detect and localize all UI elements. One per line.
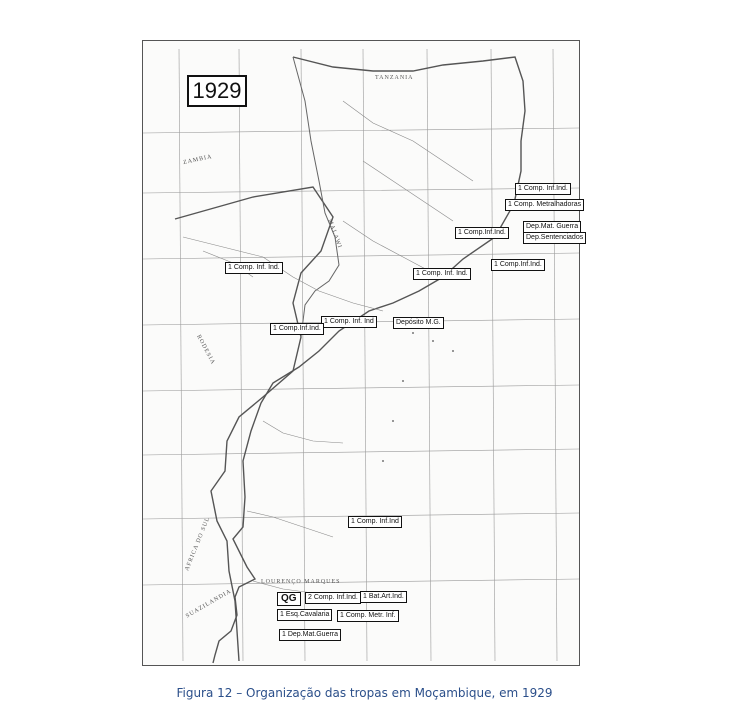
malawi-border xyxy=(293,57,339,337)
unit-label: 1 Bat.Art.Ind. xyxy=(360,591,407,603)
unit-label: 1 Comp.Inf.Ind. xyxy=(270,323,324,335)
region-label-lourenco-marques: LOURENÇO MARQUES xyxy=(261,579,341,585)
unit-label: 1 Comp. Metralhadoras xyxy=(505,199,584,211)
map-figure xyxy=(142,40,584,666)
region-label-africa-do-sul: AFRICA DO SUL xyxy=(184,516,212,572)
unit-label: 1 Esq.Cavalaria xyxy=(277,609,332,621)
unit-label: 1 Comp.Inf.Ind. xyxy=(455,227,509,239)
figure-caption: Figura 12 – Organização das tropas em Moçambique, em 1929 xyxy=(176,686,553,700)
unit-label: 1 Comp. Inf. Ind. xyxy=(225,262,283,274)
rivers xyxy=(183,101,473,593)
region-label-tanzania: TANZANIA xyxy=(375,75,414,81)
mozambique-border xyxy=(213,57,525,663)
unit-label: Dep.Mat. Guerra xyxy=(523,221,581,233)
region-label-suazilandia: SUAZILANDIA xyxy=(184,588,233,620)
unit-label: 1 Comp. Inf. Ind xyxy=(321,316,377,328)
unit-label: 1 Comp. Inf. Ind. xyxy=(413,268,471,280)
unit-label: Dep.Sentenciados xyxy=(523,232,586,244)
unit-label: 1 Comp. Metr. Inf. xyxy=(337,610,399,622)
region-label-zambia: ZAMBIA xyxy=(182,153,213,167)
unit-label: 2 Comp. Inf.Ind. xyxy=(305,592,361,604)
region-label-rodesia: RODESIA xyxy=(195,334,216,366)
unit-label: 1 Comp.Inf.Ind. xyxy=(491,259,545,271)
year-label: 1929 xyxy=(187,75,247,107)
unit-label-qg: QG xyxy=(277,592,301,606)
unit-label: Depósito M.G. xyxy=(393,317,444,329)
region-label-malawi: MALAWI xyxy=(326,218,343,250)
unit-label: 1 Dep.Mat.Guerra xyxy=(279,629,341,641)
unit-label: 1 Comp. Inf.Ind. xyxy=(515,183,571,195)
coast-marks xyxy=(382,332,454,462)
unit-label: 1 Comp. Inf.Ind xyxy=(348,516,402,528)
